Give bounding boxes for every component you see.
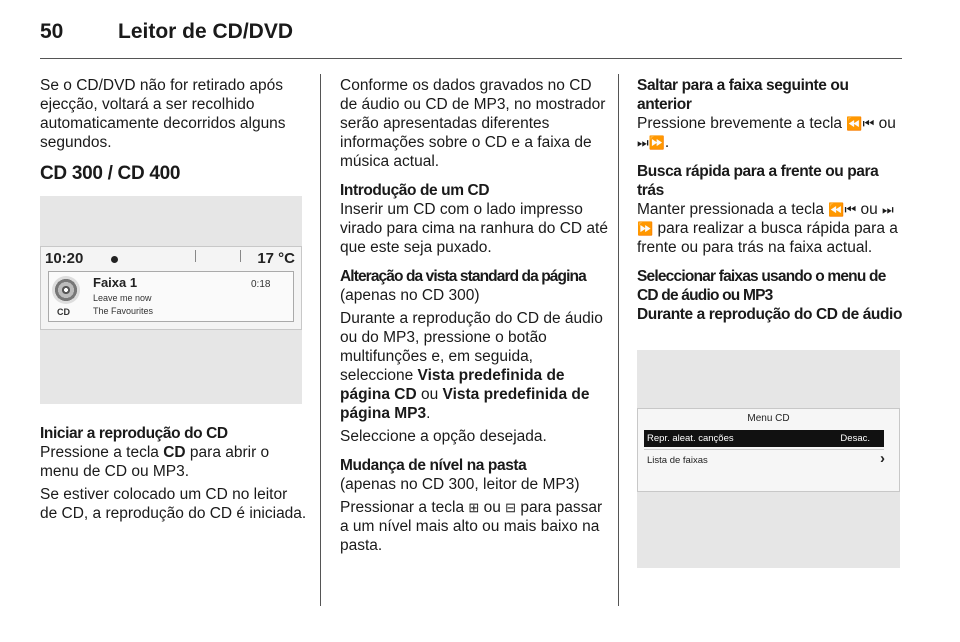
- column-3: [637, 76, 903, 324]
- header-rule: [40, 58, 902, 59]
- source-label: CD: [57, 307, 70, 317]
- during-heading: Durante a reprodução do CD de áudio: [637, 306, 903, 323]
- column-2: [340, 76, 608, 565]
- separator: [240, 250, 241, 262]
- view-note: (apenas no CD 300): [340, 287, 480, 304]
- folder-paragraph: Pressionar a tecla ⊞ ou ⊟ para passar a um nível mais alto ou mais baixo na pasta.: [340, 499, 603, 554]
- track-panel: [48, 271, 294, 322]
- cd-key: CD: [163, 444, 186, 461]
- elapsed-time: 0:18: [251, 279, 271, 290]
- divider: [644, 449, 884, 450]
- view-paragraph: Durante a reprodução do CD de áudio ou do MP3, pressione o botão multifunções e, em seguida, seleccione Vista predefinida de página CD ou Vista predefinida de página MP3.: [340, 310, 603, 422]
- rewind-icon: ⏪: [846, 116, 863, 131]
- folder-down-icon: ⊟: [505, 500, 517, 515]
- page-title: Leitor de CD/DVD: [118, 20, 294, 43]
- play-paragraph: Pressione a tecla CD para abrir o menu de CD ou MP3.: [40, 444, 270, 480]
- song-title: Leave me now: [93, 293, 152, 303]
- column-1-lower: [40, 424, 308, 533]
- previous-track-icon: ⏮: [862, 116, 875, 131]
- insert-heading: Introdução de um CD: [340, 182, 490, 199]
- insert-paragraph: Inserir um CD com o lado impresso virado para cima na ranhura do CD até que este seja puxado.: [340, 201, 608, 256]
- menu-cd-screen: [637, 408, 900, 492]
- folder-heading: Mudança de nível na pasta: [340, 457, 527, 474]
- cd-screen: [40, 246, 302, 330]
- display-info-paragraph: Conforme os dados gravados no CD de áudio ou CD de MP3, no mostrador serão apresentadas diferentes informações sobre o CD e a faixa de música actual.: [340, 77, 606, 170]
- skip-paragraph: Pressione brevemente a tecla ⏪⏮ ou ⏭⏩.: [637, 115, 896, 151]
- separator: [195, 250, 196, 262]
- temperature: 17 °C: [257, 250, 295, 267]
- select-heading: Seleccionar faixas usando o menu de CD de áudio ou MP3: [637, 268, 886, 304]
- menu-title: Menu CD: [747, 413, 790, 424]
- play-paragraph-2: Se estiver colocado um CD no leitor de CD, a reprodução do CD é iniciada.: [40, 486, 307, 522]
- intro-paragraph: Se o CD/DVD não for retirado após ejecção, voltará a ser recolhido automaticamente decorridos alguns segundos.: [40, 77, 286, 151]
- skip-heading: Saltar para a faixa seguinte ou anterior: [637, 77, 849, 113]
- next-track-icon: ⏭: [882, 202, 894, 217]
- previous-track-icon: ⏮: [844, 202, 857, 217]
- rewind-icon: ⏪: [828, 202, 845, 217]
- page-header: [40, 20, 900, 54]
- folder-note: (apenas no CD 300, leitor de MP3): [340, 476, 580, 493]
- column-divider-1: [320, 74, 321, 606]
- section-title: CD 300 / CD 400: [40, 163, 181, 184]
- chevron-right-icon: ›: [880, 450, 885, 467]
- search-heading: Busca rápida para a frente ou para trás: [637, 163, 879, 199]
- menu-item-track-list[interactable]: Lista de faixas: [647, 455, 708, 466]
- column-1: [40, 76, 308, 199]
- cd-disc-icon: [52, 276, 80, 304]
- menu-item-shuffle[interactable]: [644, 430, 884, 447]
- page-number: 50: [40, 20, 64, 43]
- track-name: Faixa 1: [93, 275, 138, 290]
- fast-forward-icon: ⏩: [648, 135, 665, 150]
- column-divider-2: [618, 74, 619, 606]
- menu-item-value: Desac.: [840, 433, 870, 444]
- menu-cd-figure: [637, 350, 900, 568]
- menu-item-label: Repr. aleat. canções: [647, 433, 734, 444]
- clock: 10:20: [45, 250, 84, 267]
- search-paragraph: Manter pressionada a tecla ⏪⏮ ou ⏭⏩ para realizar a busca rápida para a frente ou para trás na faixa actual.: [637, 201, 898, 256]
- next-track-icon: ⏭: [637, 135, 649, 150]
- folder-up-icon: ⊞: [468, 500, 480, 515]
- play-heading: Iniciar a reprodução do CD: [40, 425, 228, 442]
- cd-display-figure: [40, 196, 302, 404]
- status-dot-icon: [111, 256, 118, 263]
- view-heading: Alteração da vista standard da página: [340, 268, 586, 285]
- view-paragraph-2: Seleccione a opção desejada.: [340, 428, 547, 445]
- artist-name: The Favourites: [93, 306, 154, 316]
- fast-forward-icon: ⏩: [637, 221, 654, 236]
